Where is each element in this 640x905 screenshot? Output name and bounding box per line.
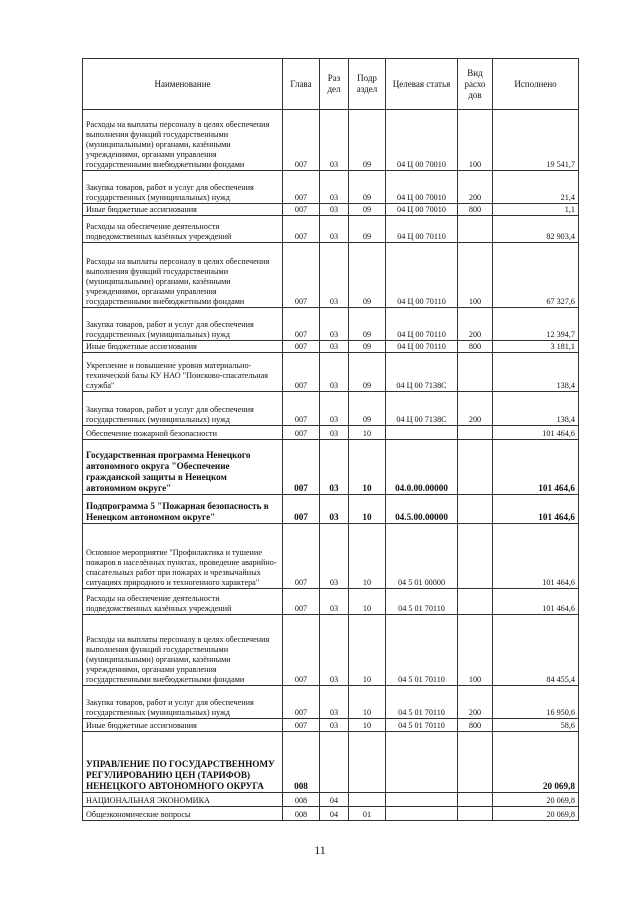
cell-podrazdel: 09 bbox=[349, 341, 386, 353]
cell-vid bbox=[458, 732, 493, 793]
cell-razdel: 03 bbox=[320, 341, 349, 353]
cell-razdel: 03 bbox=[320, 495, 349, 524]
cell-name: Государственная программа Ненецкого автономного округа "Обеспечение гражданской защиты в Ненецком автономном округе" bbox=[83, 440, 283, 495]
header-name: Наименование bbox=[83, 59, 283, 110]
cell-podrazdel: 09 bbox=[349, 171, 386, 204]
cell-done: 67 327,6 bbox=[493, 243, 579, 308]
header-glava: Глава bbox=[283, 59, 320, 110]
cell-vid bbox=[458, 524, 493, 589]
header-target: Целевая статья bbox=[386, 59, 458, 110]
cell-done: 3 181,1 bbox=[493, 341, 579, 353]
cell-done: 84 455,4 bbox=[493, 615, 579, 686]
table-row bbox=[83, 686, 579, 719]
cell-done: 101 464,6 bbox=[493, 589, 579, 615]
cell-name: Расходы на выплаты персоналу в целях обеспечения выполнения функций государственными (муниципальными) органами, казёнными учреждениями, органами управления государственными внебюджетными фондами bbox=[83, 243, 283, 308]
cell-podrazdel: 09 bbox=[349, 392, 386, 426]
cell-target: 04.5.00.00000 bbox=[386, 495, 458, 524]
cell-name: Расходы на обеспечение деятельности подведомственных казённых учреждений bbox=[83, 589, 283, 615]
cell-razdel: 03 bbox=[320, 110, 349, 171]
cell-podrazdel: 10 bbox=[349, 440, 386, 495]
cell-vid bbox=[458, 216, 493, 243]
table-row bbox=[83, 341, 579, 353]
cell-target: 04 5 01 70110 bbox=[386, 719, 458, 732]
cell-vid bbox=[458, 426, 493, 440]
cell-vid bbox=[458, 793, 493, 807]
cell-podrazdel: 09 bbox=[349, 353, 386, 392]
table-body bbox=[83, 110, 579, 821]
cell-razdel: 03 bbox=[320, 686, 349, 719]
cell-done: 20 069,8 bbox=[493, 807, 579, 821]
cell-name: Обеспечение пожарной безопасности bbox=[83, 426, 283, 440]
cell-name: Закупка товаров, работ и услуг для обеспечения государственных (муниципальных) нужд bbox=[83, 392, 283, 426]
cell-target bbox=[386, 426, 458, 440]
cell-target: 04 Ц 00 7138С bbox=[386, 392, 458, 426]
cell-vid bbox=[458, 440, 493, 495]
table-row bbox=[83, 615, 579, 686]
cell-razdel: 04 bbox=[320, 807, 349, 821]
table-row bbox=[83, 353, 579, 392]
cell-razdel: 03 bbox=[320, 216, 349, 243]
cell-glava: 007 bbox=[283, 589, 320, 615]
cell-razdel: 03 bbox=[320, 308, 349, 341]
cell-done: 19 541,7 bbox=[493, 110, 579, 171]
cell-glava: 007 bbox=[283, 719, 320, 732]
cell-vid: 100 bbox=[458, 615, 493, 686]
cell-podrazdel: 10 bbox=[349, 524, 386, 589]
cell-target: 04 5 01 70110 bbox=[386, 589, 458, 615]
cell-target: 04 Ц 00 70110 bbox=[386, 341, 458, 353]
cell-target: 04 Ц 00 70010 bbox=[386, 171, 458, 204]
cell-name: Расходы на обеспечение деятельности подведомственных казённых учреждений bbox=[83, 216, 283, 243]
cell-name: Укрепление и повышение уровня материально-технической базы КУ НАО "Поисково-спасательная служба" bbox=[83, 353, 283, 392]
table-row bbox=[83, 524, 579, 589]
cell-target: 04 5 01 70110 bbox=[386, 615, 458, 686]
cell-vid bbox=[458, 353, 493, 392]
table-row bbox=[83, 732, 579, 793]
cell-vid: 100 bbox=[458, 110, 493, 171]
cell-done: 58,6 bbox=[493, 719, 579, 732]
table-row bbox=[83, 495, 579, 524]
table-row bbox=[83, 243, 579, 308]
cell-name: Закупка товаров, работ и услуг для обеспечения государственных (муниципальных) нужд bbox=[83, 686, 283, 719]
cell-glava: 007 bbox=[283, 495, 320, 524]
cell-podrazdel: 01 bbox=[349, 807, 386, 821]
cell-target: 04 5 01 00000 bbox=[386, 524, 458, 589]
table-row bbox=[83, 110, 579, 171]
cell-razdel: 03 bbox=[320, 524, 349, 589]
cell-done: 101 464,6 bbox=[493, 440, 579, 495]
cell-razdel: 03 bbox=[320, 615, 349, 686]
cell-name: Расходы на выплаты персоналу в целях обеспечения выполнения функций государственными (муниципальными) органами, казёнными учреждениями, органами управления государственными внебюджетными фондами bbox=[83, 615, 283, 686]
cell-glava: 007 bbox=[283, 426, 320, 440]
cell-done: 101 464,6 bbox=[493, 524, 579, 589]
cell-vid bbox=[458, 807, 493, 821]
cell-target bbox=[386, 732, 458, 793]
table-row bbox=[83, 440, 579, 495]
cell-glava: 007 bbox=[283, 392, 320, 426]
cell-vid: 100 bbox=[458, 243, 493, 308]
cell-target: 04 Ц 00 70110 bbox=[386, 216, 458, 243]
cell-target: 04 Ц 00 70110 bbox=[386, 243, 458, 308]
cell-podrazdel: 09 bbox=[349, 243, 386, 308]
header-razdel: Раз дел bbox=[320, 59, 349, 110]
cell-name: НАЦИОНАЛЬНАЯ ЭКОНОМИКА bbox=[83, 793, 283, 807]
cell-name: Иные бюджетные ассигнования bbox=[83, 719, 283, 732]
cell-glava: 007 bbox=[283, 440, 320, 495]
cell-done: 21,4 bbox=[493, 171, 579, 204]
cell-glava: 007 bbox=[283, 171, 320, 204]
header-vid: Вид расхо дов bbox=[458, 59, 493, 110]
cell-razdel: 03 bbox=[320, 589, 349, 615]
header-done: Исполнено bbox=[493, 59, 579, 110]
cell-done: 138,4 bbox=[493, 392, 579, 426]
table-row bbox=[83, 807, 579, 821]
cell-podrazdel: 09 bbox=[349, 216, 386, 243]
table-row bbox=[83, 171, 579, 204]
cell-vid: 800 bbox=[458, 204, 493, 216]
cell-podrazdel: 10 bbox=[349, 615, 386, 686]
cell-target bbox=[386, 793, 458, 807]
table-row bbox=[83, 308, 579, 341]
cell-glava: 007 bbox=[283, 341, 320, 353]
table-row bbox=[83, 793, 579, 807]
cell-name: Закупка товаров, работ и услуг для обеспечения государственных (муниципальных) нужд bbox=[83, 308, 283, 341]
cell-name: Основное мероприятие "Профилактика и тушение пожаров в населённых пунктах, проведение аварийно-спасательных работ при пожарах и чрезвычайных ситуациях природного и техногенного характера" bbox=[83, 524, 283, 589]
cell-name: Иные бюджетные ассигнования bbox=[83, 341, 283, 353]
page-number: 11 bbox=[314, 843, 326, 857]
cell-vid bbox=[458, 495, 493, 524]
cell-glava: 007 bbox=[283, 308, 320, 341]
cell-name: Иные бюджетные ассигнования bbox=[83, 204, 283, 216]
cell-done: 138,4 bbox=[493, 353, 579, 392]
cell-target: 04 Ц 00 70110 bbox=[386, 308, 458, 341]
cell-glava: 007 bbox=[283, 204, 320, 216]
cell-done: 82 903,4 bbox=[493, 216, 579, 243]
table-row bbox=[83, 216, 579, 243]
table-row bbox=[83, 392, 579, 426]
cell-target: 04.0.00.00000 bbox=[386, 440, 458, 495]
cell-name: УПРАВЛЕНИЕ ПО ГОСУДАРСТВЕННОМУ РЕГУЛИРОВАНИЮ ЦЕН (ТАРИФОВ) НЕНЕЦКОГО АВТОНОМНОГО ОКРУГА bbox=[83, 732, 283, 793]
cell-podrazdel: 10 bbox=[349, 719, 386, 732]
cell-podrazdel: 10 bbox=[349, 426, 386, 440]
cell-target: 04 Ц 00 70010 bbox=[386, 110, 458, 171]
cell-target: 04 Ц 00 7138С bbox=[386, 353, 458, 392]
cell-razdel: 03 bbox=[320, 426, 349, 440]
cell-podrazdel: 10 bbox=[349, 686, 386, 719]
cell-glava: 007 bbox=[283, 216, 320, 243]
cell-name: Закупка товаров, работ и услуг для обеспечения государственных (муниципальных) нужд bbox=[83, 171, 283, 204]
cell-razdel: 04 bbox=[320, 793, 349, 807]
cell-podrazdel: 10 bbox=[349, 495, 386, 524]
cell-glava: 007 bbox=[283, 243, 320, 308]
cell-podrazdel: 09 bbox=[349, 110, 386, 171]
cell-razdel bbox=[320, 732, 349, 793]
cell-done: 1,1 bbox=[493, 204, 579, 216]
cell-razdel: 03 bbox=[320, 243, 349, 308]
cell-vid: 200 bbox=[458, 308, 493, 341]
cell-vid: 200 bbox=[458, 392, 493, 426]
cell-vid bbox=[458, 589, 493, 615]
cell-name: Общеэкономические вопросы bbox=[83, 807, 283, 821]
cell-done: 101 464,6 bbox=[493, 495, 579, 524]
cell-name: Расходы на выплаты персоналу в целях обеспечения выполнения функций государственными (муниципальными) органами, казёнными учреждениями, органами управления государственными внебюджетными фондами bbox=[83, 110, 283, 171]
cell-vid: 200 bbox=[458, 686, 493, 719]
cell-podrazdel bbox=[349, 732, 386, 793]
cell-razdel: 03 bbox=[320, 171, 349, 204]
cell-target bbox=[386, 807, 458, 821]
cell-razdel: 03 bbox=[320, 392, 349, 426]
header-podrazdel: Подр аздел bbox=[349, 59, 386, 110]
cell-vid: 800 bbox=[458, 341, 493, 353]
cell-target: 04 Ц 00 70010 bbox=[386, 204, 458, 216]
cell-razdel: 03 bbox=[320, 719, 349, 732]
table-row bbox=[83, 426, 579, 440]
cell-razdel: 03 bbox=[320, 353, 349, 392]
cell-target: 04 5 01 70110 bbox=[386, 686, 458, 719]
cell-razdel: 03 bbox=[320, 440, 349, 495]
cell-podrazdel: 09 bbox=[349, 308, 386, 341]
cell-done: 101 464,6 bbox=[493, 426, 579, 440]
cell-podrazdel: 09 bbox=[349, 204, 386, 216]
cell-glava: 008 bbox=[283, 732, 320, 793]
budget-execution-table bbox=[82, 58, 579, 821]
cell-vid: 200 bbox=[458, 171, 493, 204]
cell-name: Подпрограмма 5 "Пожарная безопасность в Ненецком автономном округе" bbox=[83, 495, 283, 524]
cell-done: 20 069,8 bbox=[493, 793, 579, 807]
cell-done: 12 394,7 bbox=[493, 308, 579, 341]
cell-glava: 007 bbox=[283, 615, 320, 686]
cell-glava: 007 bbox=[283, 110, 320, 171]
table-row bbox=[83, 589, 579, 615]
cell-glava: 008 bbox=[283, 793, 320, 807]
cell-glava: 007 bbox=[283, 524, 320, 589]
cell-podrazdel: 10 bbox=[349, 589, 386, 615]
cell-vid: 800 bbox=[458, 719, 493, 732]
cell-done: 16 950,6 bbox=[493, 686, 579, 719]
table-row bbox=[83, 204, 579, 216]
cell-glava: 008 bbox=[283, 807, 320, 821]
cell-glava: 007 bbox=[283, 353, 320, 392]
cell-podrazdel bbox=[349, 793, 386, 807]
cell-razdel: 03 bbox=[320, 204, 349, 216]
cell-done: 20 069,8 bbox=[493, 732, 579, 793]
table-row bbox=[83, 719, 579, 732]
cell-glava: 007 bbox=[283, 686, 320, 719]
table-header-row bbox=[83, 59, 579, 110]
